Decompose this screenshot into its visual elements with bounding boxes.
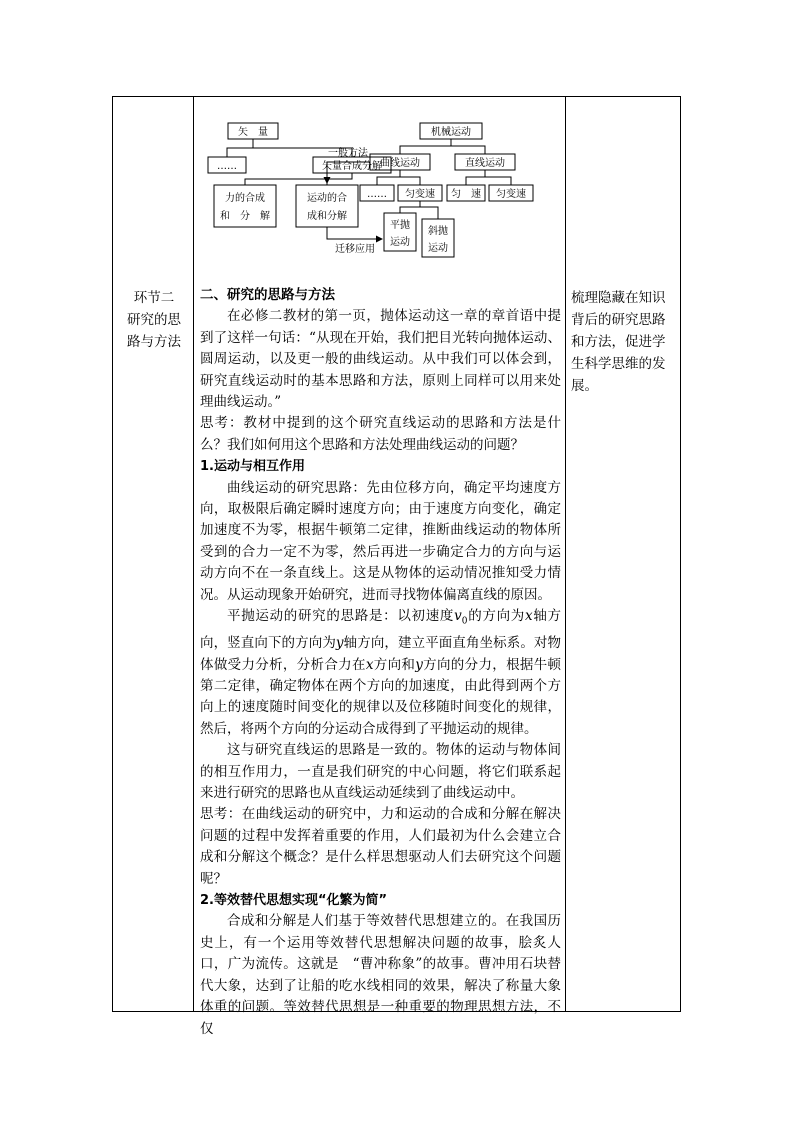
lesson-content (200, 285, 561, 1040)
purpose-line: 背后的研究思路 (571, 312, 666, 328)
stage-label-line: 路与方法 (127, 334, 181, 350)
projectile-label-2: 运动 (390, 237, 410, 248)
varying-label-2: 匀变速 (496, 189, 526, 200)
force-label-1: 力的合成 (225, 193, 265, 204)
projectile-label-1: 平抛 (390, 220, 410, 231)
concept-diagram (200, 117, 560, 259)
motion-label-2: 成和分解 (307, 211, 347, 222)
stage-cell (113, 97, 193, 1011)
straight-motion-label: 直线运动 (465, 158, 505, 169)
paragraph: 在必修二教材的第一页，抛体运动这一章的章首语中提到了这样一句话：“从现在开始，我们把目光转向抛体运动、圆周运动，以及更一般的曲线运动。从中我们可以体会到，研究直线运动时的基本思路和方法，原则上同样可以用来处理曲线运动。” (200, 308, 561, 411)
stage-label-line: 研究的思 (127, 312, 181, 328)
question-paragraph: 思考：教材中提到的这个研究直线运动的思路和方法是什么？我们如何用这个思路和方法处理曲线运动的问题？ (200, 415, 561, 453)
stage-label-line: 环节二 (133, 290, 175, 306)
dots-label-2: …… (367, 189, 387, 200)
force-label-2: 和 分 解 (220, 211, 270, 222)
purpose-line: 展。 (571, 378, 598, 394)
purpose-line: 和方法，促进学 (571, 334, 666, 350)
paragraph: 曲线运动的研究思路：先由位移方向，确定平均速度方向，取极限后确定瞬时速度方向；由于速度方向变化，确定加速度不为零，根据牛顿第二定律，推断曲线运动的物体所受到的合力一定不为零，然后再进一步确定合力的方向与运动方向不在一条直线上。这是从物体的运动情况推知受力情况。从运动现象开始研究，进而寻找物体偏离直线的原因。 (200, 479, 561, 603)
purpose-text (571, 287, 677, 397)
purpose-line: 梳理隐藏在知识 (571, 290, 666, 306)
subheading: 2.等效替代思想实现“化繁为简” (200, 893, 388, 909)
vector-label: 矢 量 (238, 127, 268, 138)
question-paragraph: 思考：在曲线运动的研究中，力和运动的合成和分解在解决问题的过程中发挥着重要的作用，人们最初为什么会建立合成和分解这个概念？是什么样思想驱动人们去研究这个问题呢？ (200, 806, 561, 887)
uniform-label: 匀 速 (451, 189, 481, 200)
curve-motion-label: 曲线运动 (380, 158, 420, 169)
purpose-cell (566, 97, 682, 1011)
content-cell (194, 97, 565, 1037)
general-method-label: 一般方法 (328, 148, 368, 159)
varying-label: 匀变速 (405, 189, 435, 200)
section-heading: 二、研究的思路与方法 (200, 287, 335, 303)
transfer-label: 迁移应用 (335, 244, 375, 255)
paragraph: 合成和分解是人们基于等效替代思想建立的。在我国历史上，有一个运用等效替代思想解决问题的故事，脍炙人口，广为流传。这就是 “曹冲称象”的故事。曹冲用石块替代大象，达到了让船的吃水线相同的效果，解决了称量大象体重的问题。等效替代思想是一种重要的物理思想方法，不仅 (200, 913, 561, 1037)
dots-label-1: …… (217, 161, 237, 172)
oblique-label-2: 运动 (428, 243, 448, 254)
vector-synthesis-label: 矢量合成分解 (322, 161, 382, 172)
mech-motion-label: 机械运动 (431, 127, 471, 138)
purpose-line: 生科学思维的发 (571, 356, 666, 372)
lesson-table (112, 96, 681, 1037)
subheading: 1.运动与相互作用 (200, 459, 305, 475)
stage-label (119, 287, 189, 353)
paragraph: 这与研究直线运的思路是一致的。物体的运动与物体间的相互作用力，一直是我们研究的中心问题，将它们联系起来进行研究的思路也从直线运动延续到了曲线运动中。 (200, 742, 561, 802)
motion-label-1: 运动的合 (307, 193, 347, 204)
paragraph: 平抛运动的研究的思路是：以初速度$v_0$的方向为x轴方向，竖直向下的方向为y轴方向，建立平面直角坐标系。对物体做受力分析，分析合力在x方向和y方向的分力，根据牛顿第二定律，确定物体在两个方向的加速度，由此得到两个方向上的速度随时间变化的规律以及位移随时间变化的规律，然后，将两个方向的分运动合成得到了平抛运动的规律。 (200, 608, 562, 737)
oblique-label-1: 斜抛 (428, 226, 448, 237)
